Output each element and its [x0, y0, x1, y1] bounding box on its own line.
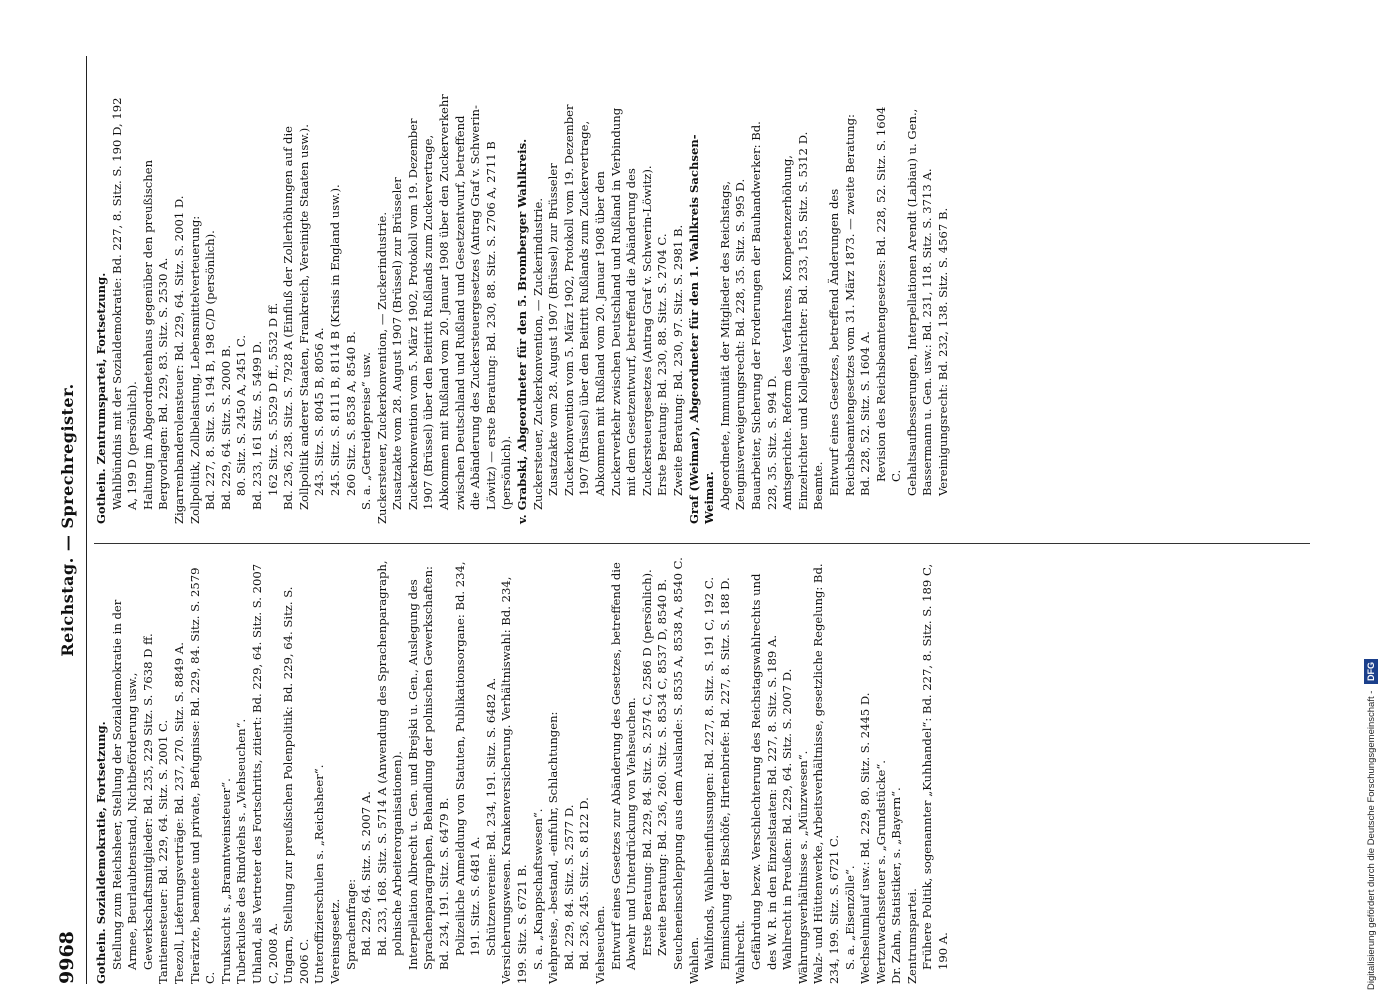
register-entry: Bd. 229, 64. Sitz. S. 2000 B.	[218, 344, 233, 510]
register-entry: Tantiemesteuer: Bd. 229, 64. Sitz. S. 2001 C.	[156, 719, 171, 984]
register-entry: Zentrumspartei.	[904, 888, 919, 984]
register-entry: v. Grabski, Abgeordneter für den 5. Bromberger Wahlkreis.	[515, 138, 530, 524]
register-entry: Tierärzte, beamtete und private, Befugnisse: Bd. 229, 84. Sitz. S. 2579 C.	[187, 567, 218, 984]
register-entry: S. a. „Eisenzölle“.	[842, 865, 857, 970]
register-entry: Sprachenfrage:	[343, 878, 358, 970]
register-entry: Trunksucht s. „Branntweinsteuer“.	[218, 778, 233, 984]
register-entry: Uhland, als Vertreter des Fortschritts, zitiert: Bd. 229, 64. Sitz. S. 2007 C, 2008 A.	[249, 563, 280, 984]
register-entry: Bauarbeiter, Sicherung der Forderungen der Bauhandwerker: Bd. 228, 35. Sitz. S. 994 D.	[748, 121, 779, 510]
page-number: 9968	[56, 931, 78, 984]
register-entry: Gothein. Zentrumspartei, Fortsetzung.	[94, 272, 108, 524]
register-entry: Viehpreise, -bestand, -einfuhr, Schlachtungen:	[546, 711, 561, 984]
register-entry: Zweite Beratung: Bd. 236, 260. Sitz. S. 8534 C, 8537 D, 8540 B.	[655, 578, 670, 956]
page-header	[50, 40, 90, 1000]
running-head: Reichstag. — Sprechregister.	[58, 383, 77, 657]
register-entry: Vereinsgesetz.	[327, 898, 342, 984]
rotated-page	[50, 40, 1330, 1000]
dfg-logo: DFG	[1364, 659, 1378, 684]
register-entry: Zuckersteuer, Zuckerkonvention, — Zuckerindustrie.	[530, 197, 545, 510]
register-entry: Einmischung der Bischöfe, Hirtenbriefe: Bd. 227, 8. Sitz. S. 188 D.	[717, 577, 732, 970]
register-entry: Erste Beratung: Bd. 230, 88. Sitz. S. 2704 C.	[655, 233, 670, 496]
register-entry: Teezoll, Lieferungsverträge: Bd. 237, 270. Sitz. S. 8849 A.	[171, 642, 186, 984]
register-entry: Graf (Weimar), Abgeordneter für den 1. Wahlkreis Sachsen-Weimar.	[686, 134, 717, 524]
left-column	[94, 554, 952, 984]
register-entry: Gefährdung bezw. Verschlechterung des Reichstagswahlrechts und des W. R. in den Einzelstaaten: Bd. 227, 8. Sitz. S. 189 A.	[748, 573, 779, 970]
register-entry: Tuberkulose des Rindviehs s. „Viehseuchen“.	[234, 718, 249, 984]
register-entry: Währungsverhältnisse s. „Münzwesen“.	[795, 750, 810, 984]
register-entry: Beamte.	[811, 461, 826, 510]
right-column	[94, 94, 952, 524]
register-entry: S. a. „Knappschaftswesen“.	[530, 808, 545, 970]
register-entry: Wahlbündnis mit der Sozialdemokratie: Bd. 227, 8. Sitz. S. 190 D, 192 A, 199 D (persönlich).	[109, 97, 140, 510]
register-entry: Dr. Zahn, Statistiker, s. „Bayern“.	[889, 787, 904, 984]
register-entry: Wahlen.	[686, 936, 701, 984]
register-entry: S. a. „Getreidepreise“ usw.	[359, 352, 374, 510]
register-entry: Erste Beratung: Bd. 229, 84. Sitz. S. 2574 C, 2586 D (persönlich).	[639, 569, 654, 956]
register-entry: Bd. 236, 238. Sitz. S. 7928 A (Einfluß der Zollerhöhungen auf die Zollpolitik anderer Staaten, Frankreich, Vereinigte Staaten usw.).	[281, 124, 311, 510]
register-entry: Interpellation Albrecht u. Gen. und Brejski u. Gen., Auslegung des Sprachenparagraphen, Behandlung der polnischen Gewerkschaften: Bd. 234, 191. Sitz. S. 6479 B.	[405, 566, 452, 970]
register-entry: 260 Sitz. S. 8538 A, 8540 B.	[343, 331, 358, 496]
register-entry: Zusatzakte vom 28. August 1907 (Brüssel) zur Brüsseler Zuckerkonvention vom 5. März 1902, Protokoll vom 19. Dezember 1907 (Brüssel) über den Beitritt Rußlands zum Zuckervertrage, Abkommen mit Rußland vom 20. Januar 1908 über den Zuckerverkehr zwischen Deutschland und Rußland in Verbindung mit dem Gesetzentwurf, betreffend die Abänderung des Zuckersteuergesetzes (Antrag Graf v. Schwerin-Löwitz).	[546, 104, 654, 496]
register-entry: Versicherungswesen. Krankenversicherung. Verhältniswahl: Bd. 234, 199. Sitz. S. 6721 B.	[499, 576, 530, 984]
register-entry: 245. Sitz. S. 8111 B, 8114 B (Krisis in England usw.).	[327, 184, 342, 496]
sidebar-credit	[1364, 10, 1380, 990]
register-entry: Zweite Beratung: Bd. 230, 97. Sitz. S. 2981 B.	[670, 224, 685, 496]
register-entry: Wahlrecht.	[733, 920, 748, 984]
register-entry: Seucheneinschleppung aus dem Auslande: S. 8535 A, 8538 A, 8540 C.	[670, 557, 685, 970]
column-divider	[94, 543, 1310, 544]
register-entry: Bd. 229, 64. Sitz. S. 2007 A.	[359, 791, 374, 956]
register-entry: Stellung zum Reichsheer, Stellung der Sozialdemokratie in der Armee, Beurlaubtenstand, Nichtbeförderung usw., Gewerkschaftsmitglieder: Bd. 235, 229 Sitz. S. 7638 D ff.	[109, 599, 155, 970]
register-entry: Bd. 227, 8. Sitz. S. 194 B, 198 C/D (persönlich).	[203, 230, 218, 510]
register-entry: Bd. 233, 161 Sitz. S. 5499 D.	[249, 340, 264, 510]
register-entry: Gothein. Sozialdemokratie, Fortsetzung.	[94, 721, 108, 984]
register-entry: Wahlrecht in Preußen: Bd. 229, 64. Sitz. S. 2007 D.	[780, 668, 795, 970]
register-entry: Bd. 233, 168. Sitz. S. 5714 A (Anwendung des Sprachenparagraph, polnische Arbeiterorganisationen).	[374, 560, 405, 956]
register-entry: Unteroffizierschulen s. „Reichsheer“.	[312, 764, 327, 984]
register-entry: Zigarrenbanderolensteuer: Bd. 229, 64. Sitz. S. 2001 D.	[171, 195, 186, 524]
register-entry: Schützenvereine: Bd. 234, 191. Sitz. S. 6482 A.	[483, 677, 498, 956]
register-entry: Ungarn, Stellung zur preußischen Polenpolitik: Bd. 229, 64. Sitz. S. 2006 C.	[281, 586, 311, 984]
register-entry: Wechselumlauf usw.: Bd. 229, 80. Sitz. S. 2445 D.	[858, 692, 873, 984]
header-rule	[86, 56, 87, 984]
register-entry: Walz- und Hüttenwerke, Arbeitsverhältnisse, gesetzliche Regelung: Bd. 234, 199. Sitz. S. 6721 C.	[811, 563, 841, 984]
register-entry: Amtsgerichte. Reform des Verfahrens, Kompetenzerhöhung, Einzelrichter und Kollegialrichter: Bd. 233, 155. Sitz. S. 5312 D.	[780, 131, 810, 510]
register-entry: Bd. 229, 84. Sitz. S. 2577 D.	[561, 804, 576, 970]
register-entry: Zusatzakte vom 28. August 1907 (Brüssel) zur Brüsseler Zuckerkonvention vom 5. März 1902, Protokoll vom 19. Dezember 1907 (Brüssel) über den Beitritt Rußlands zum Zuckervertrage, Abkommen mit Rußland vom 20. Januar 1908 über den Zuckerverkehr zwischen Deutschland und Rußland und Gesetzentwurf, betreffend die Abänderung des Zuckersteuergesetzes (Antrag Graf v. Schwerin-Löwitz) — erste Beratung: Bd. 230, 88. Sitz. S. 2706 A, 2711 B (persönlich).	[390, 94, 514, 510]
register-entry: Viehseuchen.	[593, 905, 607, 984]
register-entry: Haltung im Abgeordnetenhaus gegenüber den preußischen Bergvorlagen: Bd. 229, 83. Sitz. S. 2530 A.	[140, 159, 171, 510]
register-entry: Gehaltsaufbesserungen, Interpellationen Arendt (Labiau) u. Gen., Bassermann u. Gen. usw.: Bd. 231, 118. Sitz. S. 3713 A.	[904, 108, 935, 496]
register-entry: Entwurf eines Gesetzes, betreffend Änderungen des Reichsbeamtengesetzes vom 31. März 1873. — zweite Beratung: Bd. 228, 52. Sitz. S. 1604 A.	[826, 114, 873, 496]
register-entry: 162 Sitz. S. 5529 D ff., 5532 D ff.	[265, 302, 280, 496]
register-entry: 243. Sitz. S. 8045 B, 8056 A.	[312, 327, 327, 496]
register-entry: Entwurf eines Gesetzes zur Abänderung des Gesetzes, betreffend die Abwehr und Unterdrückung von Viehseuchen.	[608, 562, 639, 970]
register-entry: Abgeordnete, Immunität der Mitglieder des Reichstags, Zeugnisverweigerungsrecht: Bd. 228, 35. Sitz. S. 995 D.	[717, 178, 748, 510]
register-entry: Frühere Politik, sogenannter „Kuhhandel“: Bd. 227, 8. Sitz. S. 189 C, 190 A.	[920, 563, 951, 970]
register-entry: Revision des Reichsbeamtengesetzes: Bd. 228, 52. Sitz. S. 1604 C.	[873, 106, 904, 482]
credit-line	[1364, 10, 1380, 990]
credit-text: Digitalisierung gefördert durch die Deutsche Forschungsgemeinschaft -	[1366, 690, 1377, 990]
register-entry: Bd. 236, 245. Sitz. S. 8122 D.	[577, 797, 592, 970]
register-entry: 80. Sitz. S. 2450 A, 2451 C.	[234, 334, 249, 496]
register-entry: Zuckersteuer, Zuckerkonvention, — Zuckerindustrie.	[374, 211, 389, 524]
register-entry: Vereinigungsrecht: Bd. 232, 138. Sitz. S. 4567 B.	[936, 207, 951, 496]
register-entry: Wertzuwachssteuer s. „Grundstücke“.	[873, 760, 888, 984]
register-entry: Zollpolitik, Zollbelastung, Lebensmittelverteuerung:	[187, 215, 202, 524]
register-entry: Wahlfonds, Wahlbeeinflussungen: Bd. 227, 8. Sitz. S. 191 C, 192 C.	[702, 576, 717, 970]
register-entry: Polizeiliche Anmeldung von Statuten, Publikationsorgane: Bd. 234, 191. Sitz. S. 6481 A.	[452, 561, 483, 956]
